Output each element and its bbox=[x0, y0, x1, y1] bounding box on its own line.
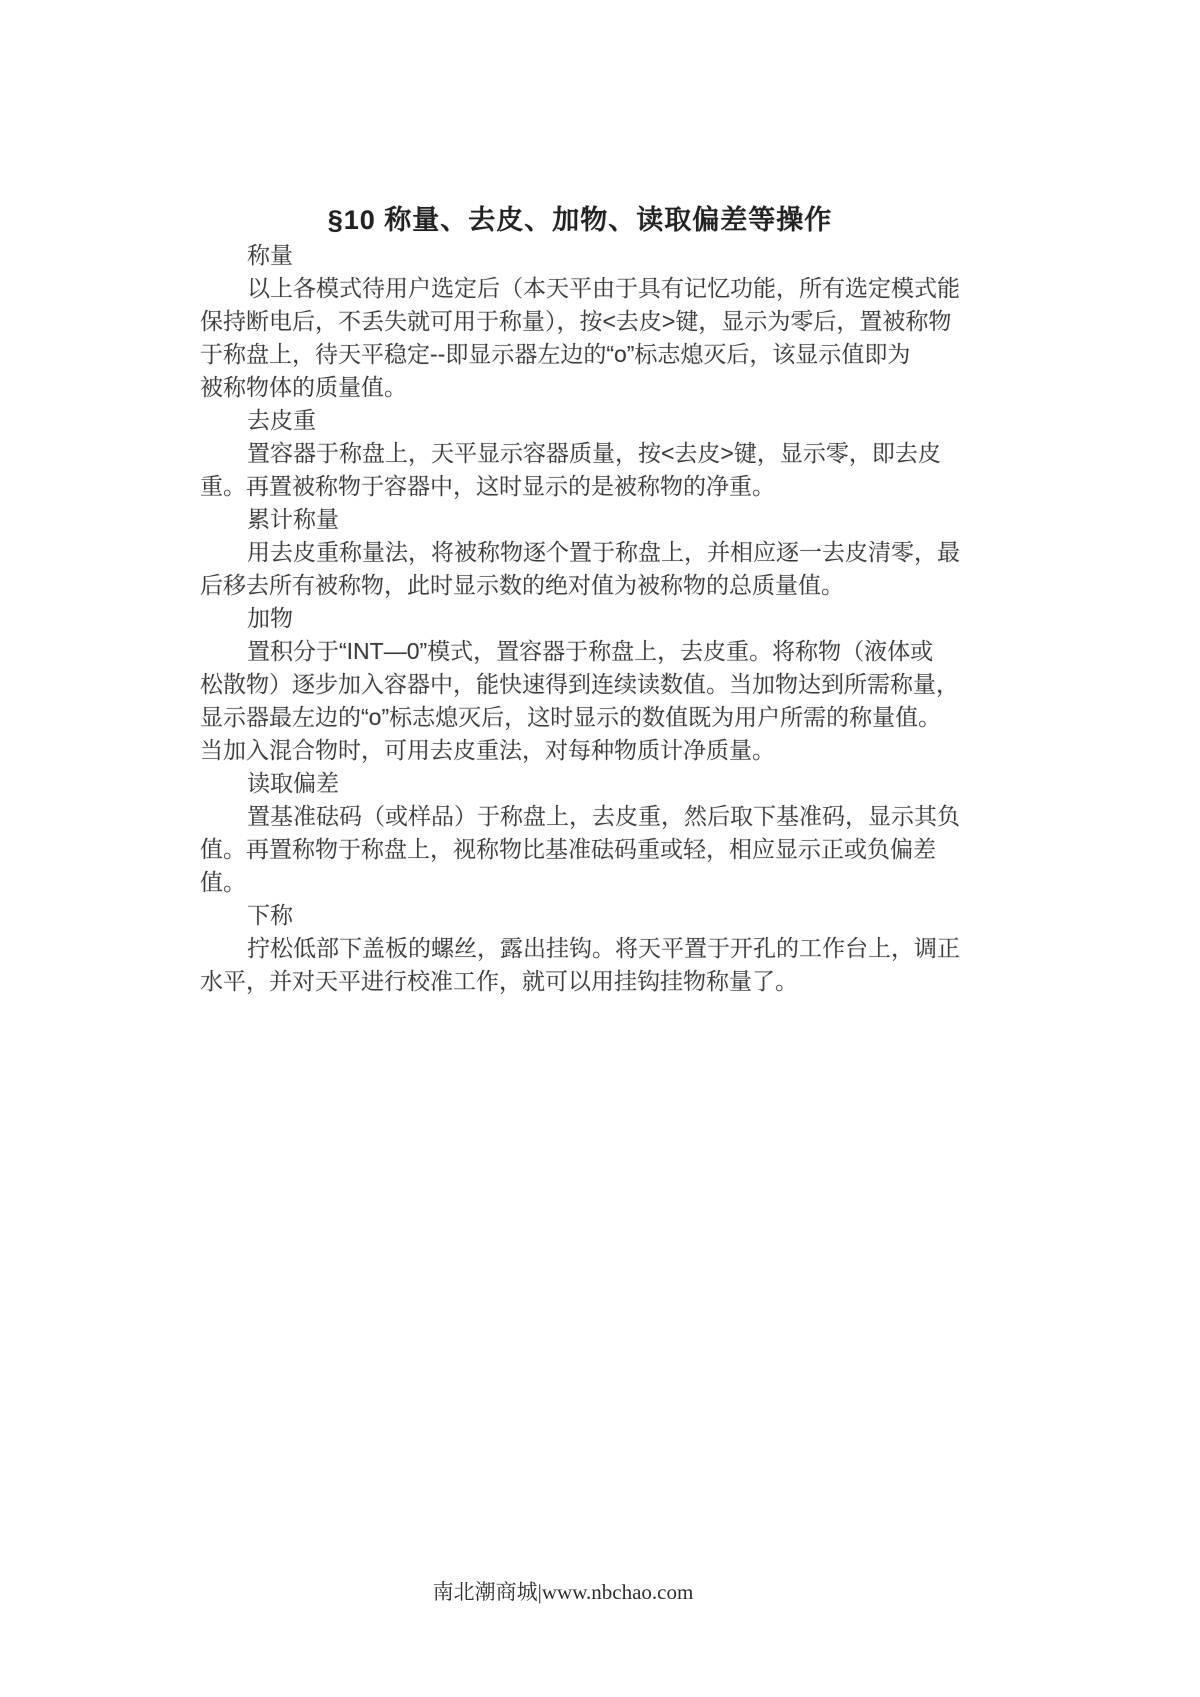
body-line: 松散物）逐步加入容器中，能快速得到连续读数值。当加物达到所需称量， bbox=[200, 671, 959, 697]
section-heading: 下称 bbox=[247, 902, 293, 928]
section-body bbox=[200, 932, 962, 998]
body-line: 水平，并对天平进行校准工作，就可以用挂钩挂物称量了。 bbox=[200, 968, 798, 994]
section-tare bbox=[200, 404, 962, 503]
section-heading: 读取偏差 bbox=[247, 770, 339, 796]
body-line: 值。 bbox=[200, 869, 246, 895]
section-body bbox=[200, 437, 962, 503]
body-line: 显示器最左边的“o”标志熄灭后，这时显示的数值既为用户所需的称量值。 bbox=[200, 704, 942, 730]
body-line: 以上各模式待用户选定后（本天平由于具有记忆功能，所有选定模式能 bbox=[247, 275, 960, 301]
body-line: 置积分于“INT—0”模式，置容器于称盘上，去皮重。将称物（液体或 bbox=[247, 638, 934, 664]
section-body bbox=[200, 536, 962, 602]
body-line: 当加入混合物时，可用去皮重法，对每种物质计净质量。 bbox=[200, 737, 775, 763]
body-line: 置基准砝码（或样品）于称盘上，去皮重，然后取下基准码，显示其负 bbox=[247, 803, 960, 829]
page-title: §10 称量、去皮、加物、读取偏差等操作 bbox=[327, 205, 833, 236]
body-line: 于称盘上，待天平稳定--即显示器左边的“o”标志熄灭后，该显示值即为 bbox=[200, 341, 911, 367]
section-heading: 加物 bbox=[247, 605, 293, 631]
body-line: 拧松低部下盖板的螺丝，露出挂钩。将天平置于开孔的工作台上，调正 bbox=[247, 935, 960, 961]
body-line: 保持断电后，不丢失就可用于称量），按<去皮>键，显示为零后，置被称物 bbox=[200, 308, 952, 334]
body-line: 用去皮重称量法，将被称物逐个置于称盘上，并相应逐一去皮清零，最 bbox=[247, 539, 960, 565]
section-cumulative-weighing bbox=[200, 503, 962, 602]
body-line: 值。再置称物于称盘上，视称物比基准砝码重或轻，相应显示正或负偏差 bbox=[200, 836, 936, 862]
section-adding bbox=[200, 602, 962, 767]
footer-site-credit: 南北潮商城|www.nbchao.com bbox=[432, 1580, 694, 1604]
section-heading: 去皮重 bbox=[247, 407, 316, 433]
body-line: 被称物体的质量值。 bbox=[200, 374, 407, 400]
document-body bbox=[200, 239, 962, 998]
section-under-hook-weighing bbox=[200, 899, 962, 998]
section-body bbox=[200, 800, 962, 899]
section-heading: 累计称量 bbox=[247, 506, 339, 532]
section-reading-deviation bbox=[200, 767, 962, 899]
section-body bbox=[200, 635, 962, 767]
body-line: 置容器于称盘上，天平显示容器质量，按<去皮>键，显示零，即去皮 bbox=[247, 440, 941, 466]
body-line: 后移去所有被称物，此时显示数的绝对值为被称物的总质量值。 bbox=[200, 572, 844, 598]
section-weighing bbox=[200, 239, 962, 404]
body-line: 重。再置被称物于容器中，这时显示的是被称物的净重。 bbox=[200, 473, 775, 499]
section-heading: 称量 bbox=[247, 242, 293, 268]
section-body bbox=[200, 272, 962, 404]
